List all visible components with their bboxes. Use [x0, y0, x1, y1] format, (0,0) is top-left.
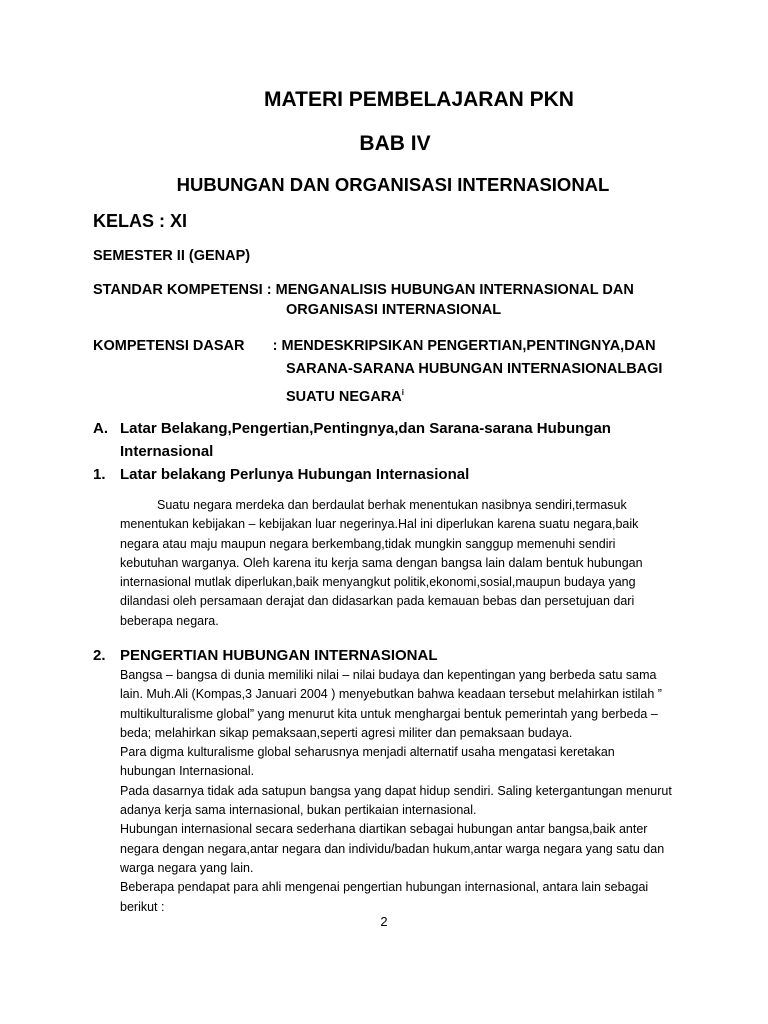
section-number: 2.	[93, 647, 106, 664]
paragraph-line: internasional mutlak diperlukan,baik menyangkut politik,ekonomi,sosial,maupun budaya yang	[120, 575, 636, 590]
section-number: A.	[93, 420, 108, 437]
standard-competency-line: ORGANISASI INTERNASIONAL	[286, 302, 502, 318]
paragraph-line: adanya kerja sama internasional, bukan pertikaian internasional.	[120, 803, 477, 818]
paragraph-line: dilandasi oleh persamaan derajat dan didasarkan pada kemauan bebas dan persetujuan dari	[120, 594, 635, 609]
basic-competency-label: KOMPETENSI DASAR :	[93, 338, 282, 354]
section-title: PENGERTIAN HUBUNGAN INTERNASIONAL	[120, 647, 438, 664]
page-number: 2	[380, 914, 388, 929]
footnote-marker[interactable]: i	[401, 388, 404, 397]
paragraph-line: beda; melahirkan sikap pemaksaan,seperti agresi militer dan pemaksaan budaya.	[120, 725, 573, 740]
paragraph-line: kebutuhan warganya. Oleh karena itu kerja sama dengan bangsa lain dalam bentuk hubungan	[120, 555, 643, 570]
section-title: Latar Belakang,Pengertian,Pentingnya,dan Sarana-sarana Hubungan	[120, 420, 611, 437]
paragraph-line: negara atau maju maupun negara berkembang,tidak mungkin sanggup memenuhi sendiri	[120, 536, 616, 551]
section-number: 1.	[93, 466, 106, 483]
paragraph-line: lain. Muh.Ali (Kompas,3 Januari 2004 ) menyebutkan bahwa keadaan tersebut melahirkan istilah ”	[120, 687, 662, 702]
paragraph-line: beberapa negara.	[120, 613, 219, 628]
section-a-heading	[93, 417, 611, 463]
section-2-heading	[93, 644, 438, 667]
paragraph-line: Suatu negara merdeka dan berdaulat berhak menentukan nasibnya sendiri,termasuk	[157, 498, 627, 512]
section-title-continued: Internasional	[120, 443, 214, 460]
paragraph-line: Pada dasarnya tidak ada satupun bangsa yang dapat hidup sendiri. Saling ketergantungan menurut	[120, 783, 672, 798]
standard-competency-line: MENGANALISIS HUBUNGAN INTERNASIONAL DAN	[275, 282, 634, 298]
paragraph-line: negara dengan negara,antar negara dan individu/badan hukum,antar warga negara yang satu dan	[120, 841, 665, 856]
paragraph-line: hubungan Internasional.	[120, 764, 255, 779]
section-2-paragraph	[120, 666, 672, 917]
paragraph-line: menentukan kebijakan – kebijakan luar negerinya.Hal ini diperlukan karena suatu negara,baik	[120, 517, 639, 532]
basic-competency-line: MENDESKRIPSIKAN PENGERTIAN,PENTINGNYA,DAN	[281, 338, 656, 354]
paragraph-line: berikut :	[120, 899, 165, 914]
paragraph-line: Beberapa pendapat para ahli mengenai pengertian hubungan internasional, antara lain sebagai	[120, 880, 649, 895]
basic-competency-line: SARANA-SARANA HUBUNGAN INTERNASIONALBAGI	[286, 361, 663, 377]
standard-competency	[93, 280, 634, 320]
basic-competency-line: SUATU NEGARA	[286, 388, 402, 405]
section-1-paragraph	[120, 496, 643, 631]
semester-label: SEMESTER II (GENAP)	[93, 248, 251, 264]
paragraph-line: multikulturalisme global” yang menurut kita untuk menghargai bentuk pemerintah yang berbeda –	[120, 706, 658, 721]
document-title: MATERI PEMBELAJARAN PKN	[264, 88, 574, 111]
topic-title: HUBUNGAN DAN ORGANISASI INTERNASIONAL	[176, 174, 610, 195]
standard-competency-label: STANDAR KOMPETENSI :	[93, 282, 276, 298]
paragraph-line: Hubungan internasional secara sederhana diartikan sebagai hubungan antar bangsa,baik anter	[120, 822, 648, 837]
class-label: KELAS : XI	[93, 211, 188, 231]
section-title: Latar belakang Perlunya Hubungan Internasional	[120, 466, 470, 483]
chapter-title: BAB IV	[359, 132, 431, 155]
paragraph-line: Bangsa – bangsa di dunia memiliki nilai – nilai budaya dan kepentingan yang berbeda satu sama	[120, 668, 657, 682]
paragraph-line: warga negara yang lain.	[120, 860, 254, 875]
basic-competency	[93, 335, 662, 409]
section-1-heading	[93, 463, 469, 486]
paragraph-line: Para digma kulturalisme global seharusnya menjadi alternatif usaha mengatasi keretakan	[120, 745, 615, 760]
